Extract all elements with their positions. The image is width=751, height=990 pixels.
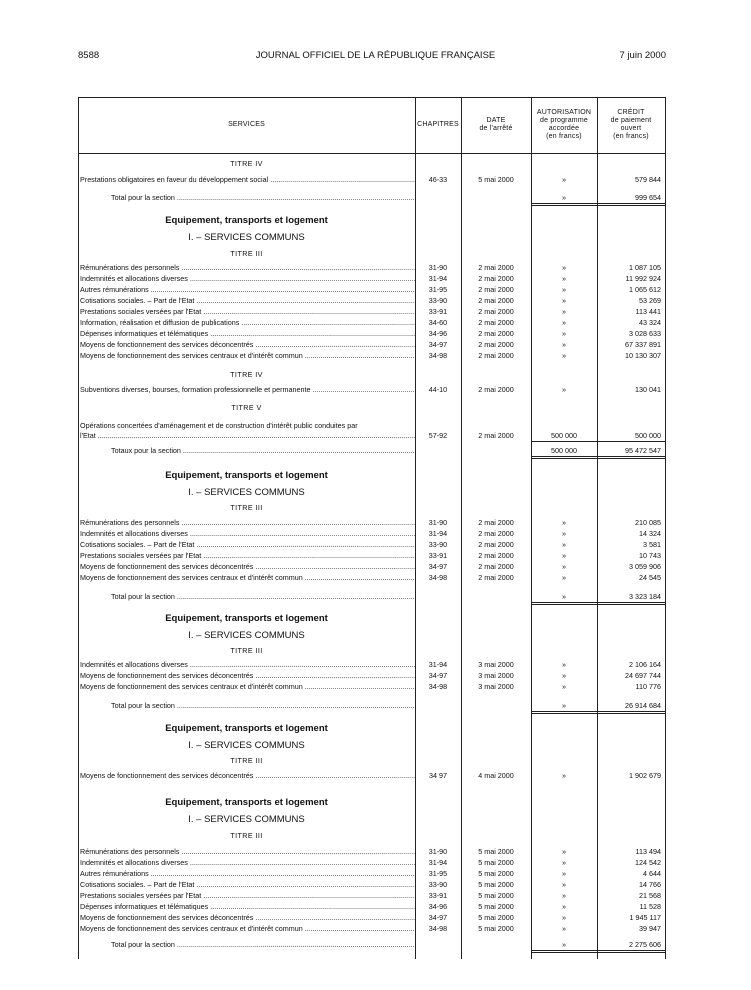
date-cell: 2 mai 2000 xyxy=(478,296,514,305)
date-cell: 3 mai 2000 xyxy=(478,682,514,691)
table-row xyxy=(78,671,666,681)
date-cell: 5 mai 2000 xyxy=(478,913,514,922)
table-row xyxy=(78,573,666,583)
table-row xyxy=(78,858,666,868)
column-header-date: DATE de l'arrêté xyxy=(479,117,513,132)
date-cell: 2 mai 2000 xyxy=(478,285,514,294)
table-row xyxy=(78,562,666,572)
date-cell: 2 mai 2000 xyxy=(478,340,514,349)
table-row xyxy=(78,274,666,284)
titre-heading: TITRE III xyxy=(230,646,263,655)
table-row xyxy=(78,847,666,857)
chapitre-cell: 57-92 xyxy=(428,431,448,440)
chapitre-cell: 34-97 xyxy=(428,913,448,922)
date-cell: 2 mai 2000 xyxy=(478,540,514,549)
autorisation-cell: » xyxy=(562,869,566,878)
table-row xyxy=(78,296,666,306)
journal-title: JOURNAL OFFICIEL DE LA RÉPUBLIQUE FRANÇAISE xyxy=(255,50,496,61)
date-cell: 4 mai 2000 xyxy=(478,771,514,780)
credit-cell: 110 776 xyxy=(635,682,661,691)
column-divider xyxy=(665,97,666,959)
credit-cell: 113 441 xyxy=(635,307,661,316)
chapitre-cell: 31-90 xyxy=(428,518,448,527)
date-cell: 5 mai 2000 xyxy=(478,924,514,933)
row-label: Autres rémunérations ..... xyxy=(80,869,415,879)
date-cell: 2 mai 2000 xyxy=(478,351,514,360)
table-row xyxy=(78,351,666,361)
row-label: Prestations sociales versées par l'Etat ..... xyxy=(80,891,415,901)
date-cell: 2 mai 2000 xyxy=(478,518,514,527)
autorisation-cell: » xyxy=(562,307,566,316)
credit-cell: 39 947 xyxy=(639,924,661,933)
chapitre-cell: 34-97 xyxy=(428,340,448,349)
table-row xyxy=(78,529,666,539)
credit-cell: 1 902 679 xyxy=(629,771,661,780)
row-label-line1: Opérations concertées d'aménagement et de construction d'intérêt public conduites par xyxy=(80,421,358,430)
date-cell: 2 mai 2000 xyxy=(478,551,514,560)
autorisation-cell: » xyxy=(531,701,597,714)
credit-cell: 14 324 xyxy=(639,529,661,538)
chapitre-cell: 34 97 xyxy=(429,771,447,780)
chapitre-cell: 34-60 xyxy=(428,318,448,327)
titre-heading: TITRE III xyxy=(230,756,263,765)
page-number: 8588 xyxy=(78,50,100,61)
service-heading: I. – SERVICES COMMUNS xyxy=(188,740,305,751)
chapitre-cell: 34-97 xyxy=(428,562,448,571)
ministry-heading: Equipement, transports et logement xyxy=(165,723,328,734)
table-row xyxy=(78,869,666,879)
chapitre-cell: 34-97 xyxy=(428,671,448,680)
table-row xyxy=(78,318,666,328)
autorisation-cell: » xyxy=(562,296,566,305)
row-label: Moyens de fonctionnement des services déconcentrés ..... xyxy=(80,562,415,572)
column-header-credit: CRÉDIT de paiement ouvert (en francs) xyxy=(610,109,652,140)
page-date: 7 juin 2000 xyxy=(619,50,666,61)
row-label: Moyens de fonctionnement des services déconcentrés ..... xyxy=(80,913,415,923)
table-row xyxy=(78,682,666,692)
table-row xyxy=(78,385,666,395)
budget-table xyxy=(78,97,666,959)
credit-cell: 1 945 117 xyxy=(629,913,661,922)
credit-cell: 14 766 xyxy=(639,880,661,889)
titre-heading: TITRE V xyxy=(231,403,262,412)
row-label: Moyens de fonctionnement des services centraux et d'intérêt commun ..... xyxy=(80,573,415,583)
table-row xyxy=(78,924,666,934)
total-row xyxy=(78,701,666,711)
date-cell: 2 mai 2000 xyxy=(478,562,514,571)
ministry-heading: Equipement, transports et logement xyxy=(165,215,328,226)
autorisation-cell: » xyxy=(562,573,566,582)
row-label: Moyens de fonctionnement des services déconcentrés ..... xyxy=(80,340,415,350)
column-header-chapitres: CHAPITRES xyxy=(417,121,459,128)
chapitre-cell: 31-94 xyxy=(428,529,448,538)
date-cell: 5 mai 2000 xyxy=(478,847,514,856)
header-separator xyxy=(78,153,666,154)
chapitre-cell: 34-98 xyxy=(428,351,448,360)
credit-cell: 113 494 xyxy=(635,847,661,856)
column-divider xyxy=(461,97,462,959)
date-cell: 3 mai 2000 xyxy=(478,671,514,680)
credit-cell: 210 085 xyxy=(635,518,661,527)
titre-heading: TITRE III xyxy=(230,503,263,512)
row-label: Moyens de fonctionnement des services déconcentrés ..... xyxy=(80,671,415,681)
chapitre-cell: 33-91 xyxy=(428,891,448,900)
row-label: Prestations sociales versées par l'Etat ..... xyxy=(80,551,415,561)
row-label: Prestations obligatoires en faveur du développement social ..... xyxy=(80,175,415,185)
titre-heading: TITRE III xyxy=(230,249,263,258)
credit-cell: 24 697 744 xyxy=(625,671,661,680)
service-heading: I. – SERVICES COMMUNS xyxy=(188,814,305,825)
row-label: Autres rémunérations ..... xyxy=(80,285,415,295)
credit-cell: 2 275 606 xyxy=(597,940,665,953)
credit-cell: 95 472 547 xyxy=(597,446,665,459)
credit-cell: 3 028 633 xyxy=(629,329,661,338)
credit-cell: 4 644 xyxy=(643,869,661,878)
total-row xyxy=(78,592,666,602)
row-label: Indemnités et allocations diverses ..... xyxy=(80,660,415,670)
credit-cell: 579 844 xyxy=(635,175,661,184)
service-heading: I. – SERVICES COMMUNS xyxy=(188,487,305,498)
autorisation-cell: » xyxy=(562,847,566,856)
date-cell: 2 mai 2000 xyxy=(478,318,514,327)
autorisation-cell: » xyxy=(531,193,597,206)
table-row xyxy=(78,329,666,339)
credit-cell: 10 130 307 xyxy=(625,351,661,360)
table-row xyxy=(78,540,666,550)
autorisation-cell: » xyxy=(562,771,566,780)
table-row xyxy=(78,307,666,317)
row-label: Totaux pour la section ..... xyxy=(111,446,415,456)
autorisation-cell: » xyxy=(562,913,566,922)
credit-cell: 53 269 xyxy=(639,296,661,305)
autorisation-cell: » xyxy=(531,940,597,953)
ministry-heading: Equipement, transports et logement xyxy=(165,797,328,808)
date-cell: 2 mai 2000 xyxy=(478,431,514,440)
chapitre-cell: 31-90 xyxy=(428,263,448,272)
column-divider xyxy=(415,97,416,959)
autorisation-cell: » xyxy=(562,529,566,538)
autorisation-cell: » xyxy=(562,518,566,527)
column-header-services: SERVICES xyxy=(228,121,265,128)
autorisation-cell: » xyxy=(562,902,566,911)
autorisation-cell: » xyxy=(562,880,566,889)
table-row xyxy=(78,518,666,528)
date-cell: 2 mai 2000 xyxy=(478,274,514,283)
column-header-autorisation: AUTORISATION de programme accordée (en francs) xyxy=(536,109,592,140)
column-divider xyxy=(78,97,79,959)
service-heading: I. – SERVICES COMMUNS xyxy=(188,630,305,641)
chapitre-cell: 34-96 xyxy=(428,329,448,338)
autorisation-cell: » xyxy=(531,592,597,605)
chapitre-cell: 34-98 xyxy=(428,924,448,933)
autorisation-cell: » xyxy=(562,318,566,327)
chapitre-cell: 34-98 xyxy=(428,682,448,691)
date-cell: 5 mai 2000 xyxy=(478,902,514,911)
date-cell: 5 mai 2000 xyxy=(478,891,514,900)
table-row xyxy=(78,913,666,923)
row-label: Moyens de fonctionnement des services centraux et d'intérêt commun ..... xyxy=(80,924,415,934)
credit-cell: 500 000 xyxy=(597,431,665,442)
chapitre-cell: 44-10 xyxy=(428,385,448,394)
date-cell: 5 mai 2000 xyxy=(478,869,514,878)
service-heading: I. – SERVICES COMMUNS xyxy=(188,232,305,243)
chapitre-cell: 33-91 xyxy=(428,551,448,560)
row-label-line2: l'Etat ..... xyxy=(80,431,415,440)
row-label: Cotisations sociales. – Part de l'Etat ..... xyxy=(80,880,415,890)
autorisation-cell: » xyxy=(562,858,566,867)
row-label: Indemnités et allocations diverses ..... xyxy=(80,274,415,284)
total-row xyxy=(78,193,666,203)
autorisation-cell: » xyxy=(562,175,566,184)
row-label: Total pour la section ..... xyxy=(111,193,415,203)
date-cell: 2 mai 2000 xyxy=(478,529,514,538)
credit-cell: 67 337 891 xyxy=(625,340,661,349)
credit-cell: 130 041 xyxy=(635,385,661,394)
credit-cell: 2 106 164 xyxy=(629,660,661,669)
credit-cell: 999 654 xyxy=(597,193,665,206)
table-row xyxy=(78,263,666,273)
autorisation-cell: » xyxy=(562,540,566,549)
autorisation-cell: » xyxy=(562,551,566,560)
autorisation-cell: » xyxy=(562,351,566,360)
table-row xyxy=(78,891,666,901)
chapitre-cell: 31-95 xyxy=(428,285,448,294)
date-cell: 3 mai 2000 xyxy=(478,660,514,669)
ministry-heading: Equipement, transports et logement xyxy=(165,470,328,481)
chapitre-cell: 31-90 xyxy=(428,847,448,856)
autorisation-cell: » xyxy=(562,340,566,349)
row-label: Subventions diverses, bourses, formation professionnelle et permanente ..... xyxy=(80,385,415,395)
table-row xyxy=(78,660,666,670)
table-row xyxy=(78,340,666,350)
titre-heading: TITRE III xyxy=(230,831,263,840)
chapitre-cell: 34-98 xyxy=(428,573,448,582)
ministry-heading: Equipement, transports et logement xyxy=(165,613,328,624)
row-label: Moyens de fonctionnement des services déconcentrés ..... xyxy=(80,771,415,781)
credit-cell: 43 324 xyxy=(639,318,661,327)
autorisation-cell: » xyxy=(562,671,566,680)
credit-cell: 26 914 684 xyxy=(597,701,665,714)
autorisation-cell: 500 000 xyxy=(531,431,597,442)
credit-cell: 3 059 906 xyxy=(629,562,661,571)
chapitre-cell: 33-90 xyxy=(428,540,448,549)
row-label: Total pour la section ..... xyxy=(111,592,415,602)
credit-cell: 11 528 xyxy=(639,902,661,911)
autorisation-cell: » xyxy=(562,891,566,900)
chapitre-cell: 31-95 xyxy=(428,869,448,878)
row-label: Indemnités et allocations diverses ..... xyxy=(80,858,415,868)
column-divider xyxy=(531,97,532,959)
chapitre-cell: 33-91 xyxy=(428,307,448,316)
row-label: Cotisations sociales. – Part de l'Etat ..... xyxy=(80,540,415,550)
row-label: Indemnités et allocations diverses ..... xyxy=(80,529,415,539)
row-label: Dépenses informatiques et télématiques ..... xyxy=(80,329,415,339)
chapitre-cell: 33-90 xyxy=(428,296,448,305)
autorisation-cell: 500 000 xyxy=(531,446,597,459)
row-label: Moyens de fonctionnement des services centraux et d'intérêt commun ..... xyxy=(80,351,415,361)
date-cell: 5 mai 2000 xyxy=(478,880,514,889)
row-label: Total pour la section ..... xyxy=(111,701,415,711)
autorisation-cell: » xyxy=(562,285,566,294)
credit-cell: 1 087 105 xyxy=(629,263,661,272)
row-label: Information, réalisation et diffusion de publications ..... xyxy=(80,318,415,328)
date-cell: 2 mai 2000 xyxy=(478,307,514,316)
table-row xyxy=(78,421,666,441)
autorisation-cell: » xyxy=(562,924,566,933)
row-label: Moyens de fonctionnement des services centraux et d'intérêt commun ..... xyxy=(80,682,415,692)
date-cell: 5 mai 2000 xyxy=(478,858,514,867)
autorisation-cell: » xyxy=(562,274,566,283)
chapitre-cell: 31-94 xyxy=(428,660,448,669)
table-row xyxy=(78,902,666,912)
autorisation-cell: » xyxy=(562,263,566,272)
titre-heading: TITRE IV xyxy=(230,159,263,168)
autorisation-cell: » xyxy=(562,682,566,691)
credit-cell: 21 568 xyxy=(639,891,661,900)
row-label: Rémunérations des personnels ..... xyxy=(80,518,415,528)
chapitre-cell: 34-96 xyxy=(428,902,448,911)
row-label: Prestations sociales versées par l'Etat ..... xyxy=(80,307,415,317)
total-row xyxy=(78,940,666,950)
row-label: Rémunérations des personnels ..... xyxy=(80,847,415,857)
date-cell: 2 mai 2000 xyxy=(478,573,514,582)
table-row xyxy=(78,880,666,890)
titre-heading: TITRE IV xyxy=(230,370,263,379)
table-row xyxy=(78,551,666,561)
row-label: Cotisations sociales. – Part de l'Etat ..... xyxy=(80,296,415,306)
date-cell: 2 mai 2000 xyxy=(478,385,514,394)
autorisation-cell: » xyxy=(562,385,566,394)
chapitre-cell: 33-90 xyxy=(428,880,448,889)
date-cell: 2 mai 2000 xyxy=(478,263,514,272)
credit-cell: 3 323 184 xyxy=(597,592,665,605)
row-label: Rémunérations des personnels ..... xyxy=(80,263,415,273)
table-row xyxy=(78,771,666,781)
table-row xyxy=(78,175,666,185)
credit-cell: 3 581 xyxy=(643,540,661,549)
chapitre-cell: 31-94 xyxy=(428,858,448,867)
autorisation-cell: » xyxy=(562,562,566,571)
autorisation-cell: » xyxy=(562,660,566,669)
date-cell: 5 mai 2000 xyxy=(478,175,514,184)
chapitre-cell: 31-94 xyxy=(428,274,448,283)
autorisation-cell: » xyxy=(562,329,566,338)
table-row xyxy=(78,285,666,295)
row-label: Total pour la section ..... xyxy=(111,940,415,950)
date-cell: 2 mai 2000 xyxy=(478,329,514,338)
credit-cell: 124 542 xyxy=(635,858,661,867)
credit-cell: 24 545 xyxy=(639,573,661,582)
credit-cell: 10 743 xyxy=(639,551,661,560)
credit-cell: 1 065 612 xyxy=(629,285,661,294)
column-divider xyxy=(597,97,598,959)
row-label: Dépenses informatiques et télématiques ..... xyxy=(80,902,415,912)
chapitre-cell: 46-33 xyxy=(428,175,448,184)
total-row xyxy=(78,446,666,456)
credit-cell: 11 992 924 xyxy=(625,274,661,283)
